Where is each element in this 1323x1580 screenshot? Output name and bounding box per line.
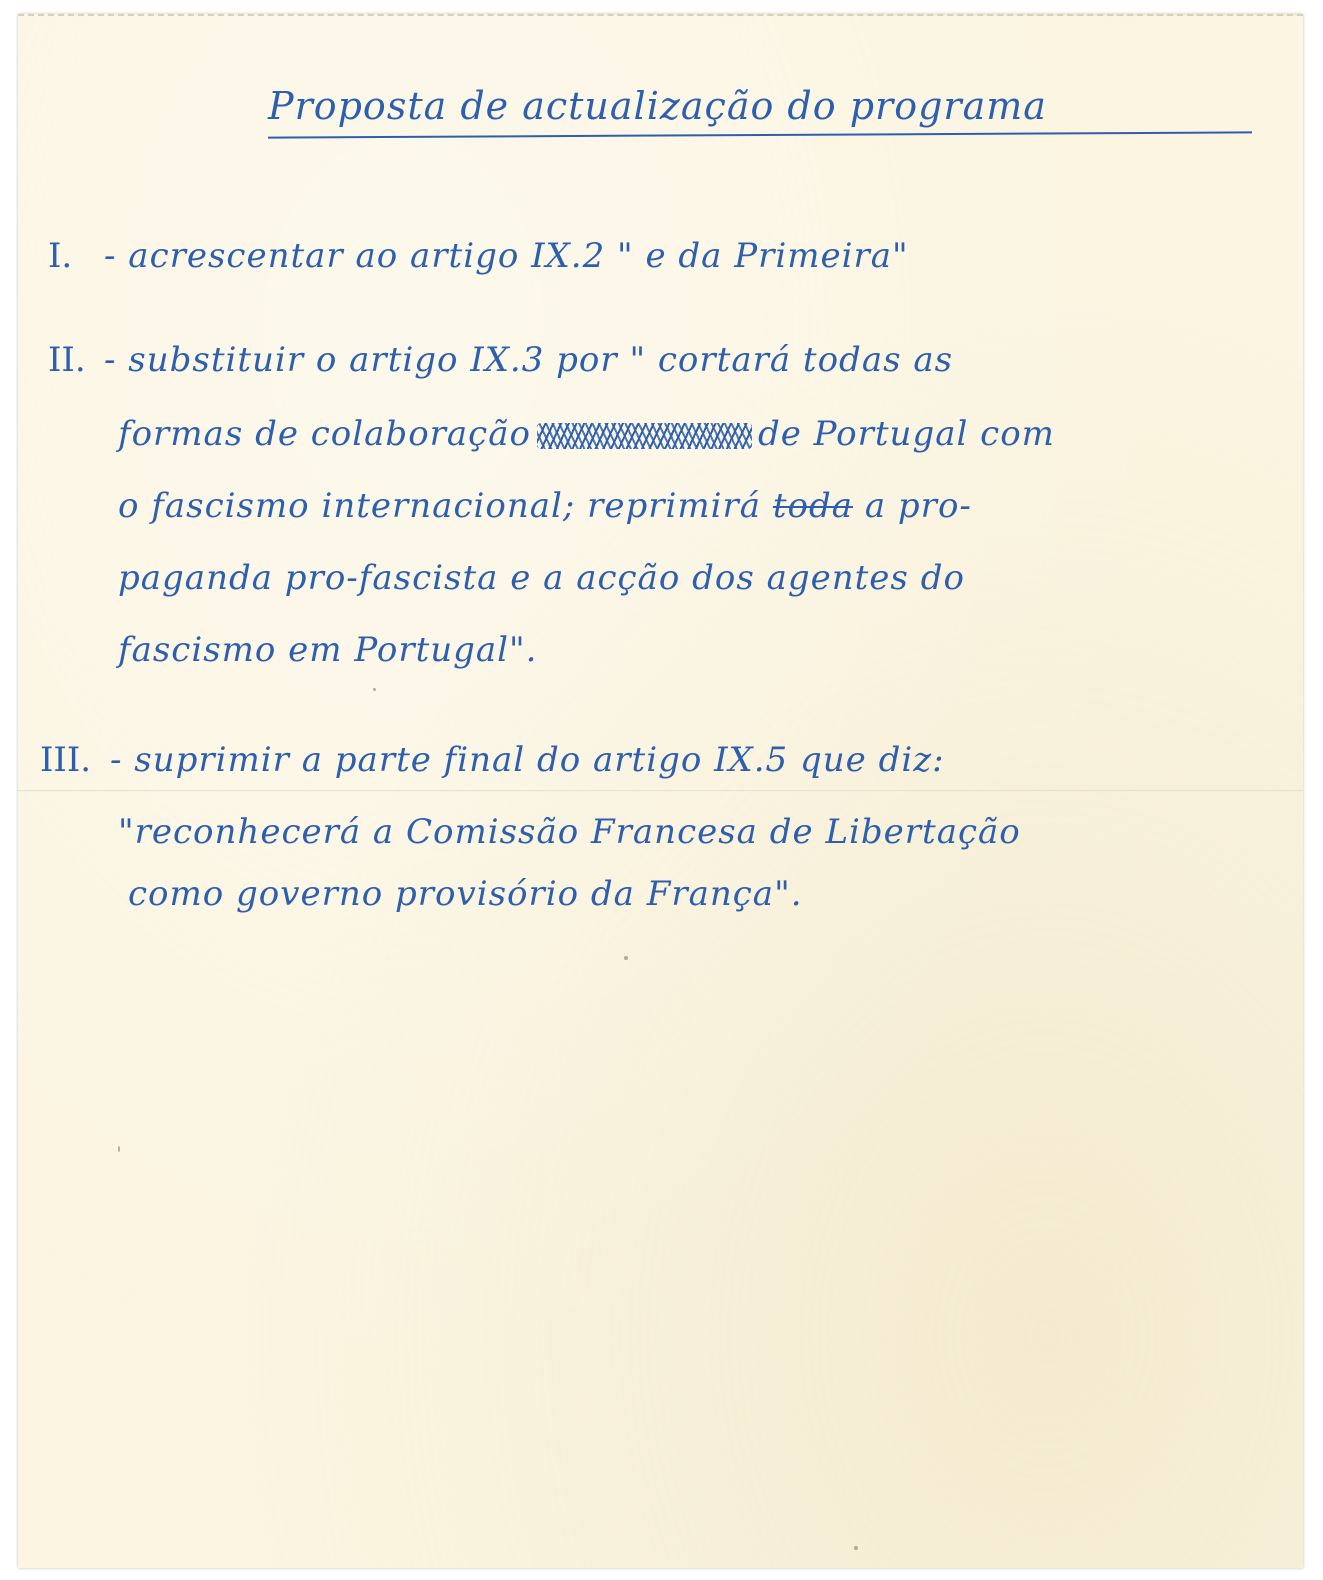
crossed-out-scribble: [537, 423, 752, 449]
item-2-line-2-start: formas de colaboração: [118, 414, 531, 454]
item-2-line-3-end: a pro-: [864, 486, 972, 526]
struck-word: toda: [772, 486, 854, 526]
item-2-line-2: [118, 414, 1055, 454]
paper-speck: [373, 688, 376, 691]
paper-speck: [624, 956, 628, 960]
item-numeral-2: II.: [48, 340, 86, 380]
item-3-line-3: como governo provisório da França".: [128, 874, 803, 914]
item-1-line-1: - acrescentar ao artigo IX.2 " e da Primeira": [104, 236, 909, 276]
item-2-line-5: fascismo em Portugal".: [118, 630, 538, 670]
item-numeral-1: I.: [48, 236, 73, 276]
item-2-line-1: - substituir o artigo IX.3 por " cortará todas as: [104, 340, 954, 380]
item-numeral-3: III.: [40, 740, 92, 780]
paper-fold-crease: [18, 790, 1303, 792]
item-2-line-3: [118, 486, 972, 526]
document-title: Proposta de actualização do programa: [268, 84, 1047, 128]
paper-speck: [118, 1146, 120, 1152]
item-2-line-4: paganda pro-fascista e a acção dos agentes do: [118, 558, 965, 598]
item-2-line-2-end: de Portugal com: [757, 414, 1055, 454]
item-2-line-3-start: o fascismo internacional; reprimirá: [118, 486, 762, 526]
paper-speck: [854, 1546, 858, 1550]
item-3-line-2: "reconhecerá a Comissão Francesa de Libertação: [118, 812, 1021, 852]
item-3-line-1: - suprimir a parte final do artigo IX.5 que diz:: [110, 740, 945, 780]
